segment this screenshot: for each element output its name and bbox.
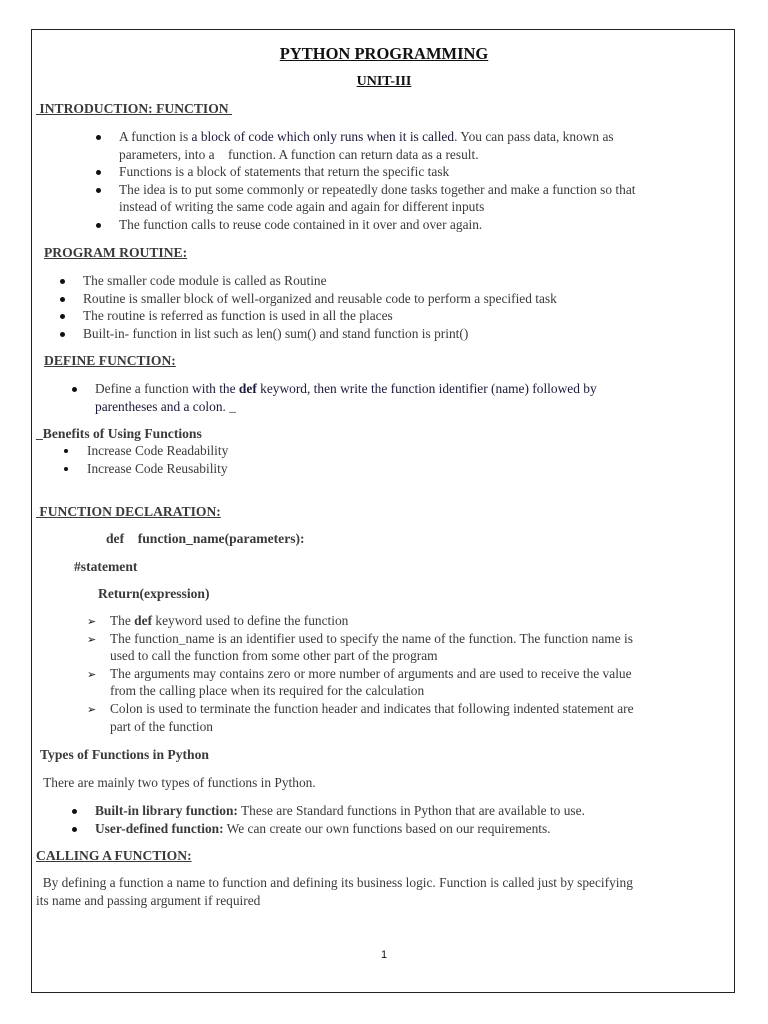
decl-a1-keyword: def — [134, 613, 153, 628]
routine-list — [83, 272, 557, 342]
decl-a1-post: keyword used to define the function — [152, 613, 349, 628]
routine-item: Routine is smaller block of well-organized and reusable code to perform a specified task — [83, 290, 557, 306]
arrow-bullet-icon: ➢ — [87, 702, 97, 716]
intro-list — [119, 128, 636, 234]
routine-item: The smaller code module is called as Routine — [83, 273, 327, 288]
list-item — [83, 290, 557, 308]
list-item — [87, 630, 634, 648]
list-item — [87, 442, 228, 460]
type1-label: Built-in library function: — [95, 803, 238, 818]
list-item-continuation: instead of writing the same code again and again for different inputs — [119, 199, 485, 215]
intro-b1-post: . You can pass data, known as — [454, 129, 614, 144]
routine-heading: PROGRAM ROUTINE: — [44, 245, 188, 260]
intro-b1-dark: a block of code which only runs when it is called — [191, 129, 455, 144]
code-statement: #statement — [74, 559, 138, 574]
list-item — [95, 802, 585, 820]
list-item — [119, 181, 636, 199]
decl-a1-pre: The — [110, 613, 135, 628]
arrow-bullet-icon: ➢ — [87, 632, 97, 646]
list-item — [87, 460, 228, 478]
document-title: PYTHON PROGRAMMING — [279, 44, 489, 63]
define-line2-dark: parentheses and a colon — [95, 398, 223, 414]
list-item — [95, 820, 585, 838]
bullet-icon — [60, 279, 65, 284]
define-keyword: def — [238, 381, 257, 396]
bullet-icon — [60, 332, 65, 337]
calling-line1: By defining a function a name to function and defining its business logic. Function is called just by specifying — [36, 875, 633, 890]
type1-text: These are Standard functions in Python that are available to use. — [237, 803, 585, 818]
arrow-bullet-icon: ➢ — [87, 615, 97, 628]
decl-a4-line1: Colon is used to terminate the function header and indicates that following indented statement are — [110, 700, 634, 716]
list-item-continuation: used to call the function from some other part of the program — [110, 648, 438, 664]
types-list — [95, 802, 585, 837]
bullet-icon — [72, 387, 77, 392]
bullet-icon — [72, 827, 77, 832]
bullet-icon — [96, 188, 101, 193]
intro-b4: The function calls to reuse code contained in it over and over again. — [119, 216, 483, 232]
bullet-icon — [64, 449, 68, 453]
code-return: Return(expression) — [98, 586, 210, 601]
list-item — [95, 380, 597, 398]
list-item — [119, 216, 636, 234]
define-line2-post: . _ — [222, 398, 236, 414]
list-item — [83, 325, 557, 343]
bullet-icon — [60, 297, 65, 302]
intro-b3-line1: The idea is to put some commonly or repeatedly done tasks together and make a function so that — [119, 181, 636, 197]
intro-b2: Functions is a block of statements that return the specific task — [119, 164, 450, 180]
define-dark2: keyword, then write the function identifier (name) followed by — [256, 381, 597, 396]
list-item-continuation — [95, 398, 597, 416]
list-item — [119, 163, 636, 181]
calling-heading: CALLING A FUNCTION: — [36, 848, 192, 863]
bullet-icon — [72, 809, 77, 814]
list-item — [87, 665, 634, 683]
intro-heading: INTRODUCTION: FUNCTION — [36, 101, 232, 116]
unit-title: UNIT-III — [356, 74, 412, 89]
intro-b1-pre: A function is — [119, 129, 192, 144]
list-item-continuation: part of the function — [110, 718, 213, 734]
page-number: 1 — [380, 949, 388, 961]
list-item — [87, 612, 634, 630]
benefits-list — [87, 442, 228, 477]
bullet-icon — [96, 135, 101, 140]
types-heading: Types of Functions in Python — [40, 747, 209, 762]
decl-a3-line1: The arguments may contains zero or more number of arguments and are used to receive the value — [110, 665, 632, 681]
routine-item: The routine is referred as function is used in all the places — [83, 308, 393, 324]
declaration-list — [87, 612, 634, 735]
type2-label: User-defined function: — [95, 820, 224, 836]
list-item-continuation: parameters, into a function. A function can return data as a result. — [119, 146, 479, 162]
define-dark1: with the — [192, 381, 239, 396]
list-item — [119, 128, 636, 146]
decl-a2-line1: The function_name is an identifier used to specify the name of the function. The function name is — [110, 630, 633, 646]
define-heading: DEFINE FUNCTION: — [44, 353, 176, 368]
define-pre: Define a function — [95, 381, 193, 396]
arrow-bullet-icon: ➢ — [87, 667, 97, 681]
list-item — [83, 307, 557, 325]
calling-line2: its name and passing argument if required — [36, 893, 261, 908]
define-list — [95, 380, 597, 415]
bullet-icon — [64, 467, 68, 471]
declaration-heading: FUNCTION DECLARATION: — [36, 504, 221, 519]
benefit-item: Increase Code Reusability — [87, 460, 228, 476]
benefit-item: Increase Code Readability — [87, 443, 229, 458]
benefits-heading: _Benefits of Using Functions — [36, 426, 202, 441]
types-intro: There are mainly two types of functions in Python. — [40, 775, 316, 790]
list-item — [83, 272, 557, 290]
type2-text: We can create our own functions based on our requirements. — [223, 820, 551, 836]
routine-item: Built-in- function in list such as len() sum() and stand function is print() — [83, 325, 469, 341]
code-signature: def function_name(parameters): — [106, 531, 305, 546]
list-item — [87, 700, 634, 718]
bullet-icon — [96, 223, 101, 228]
list-item-continuation: from the calling place when its required for the calculation — [110, 683, 425, 699]
